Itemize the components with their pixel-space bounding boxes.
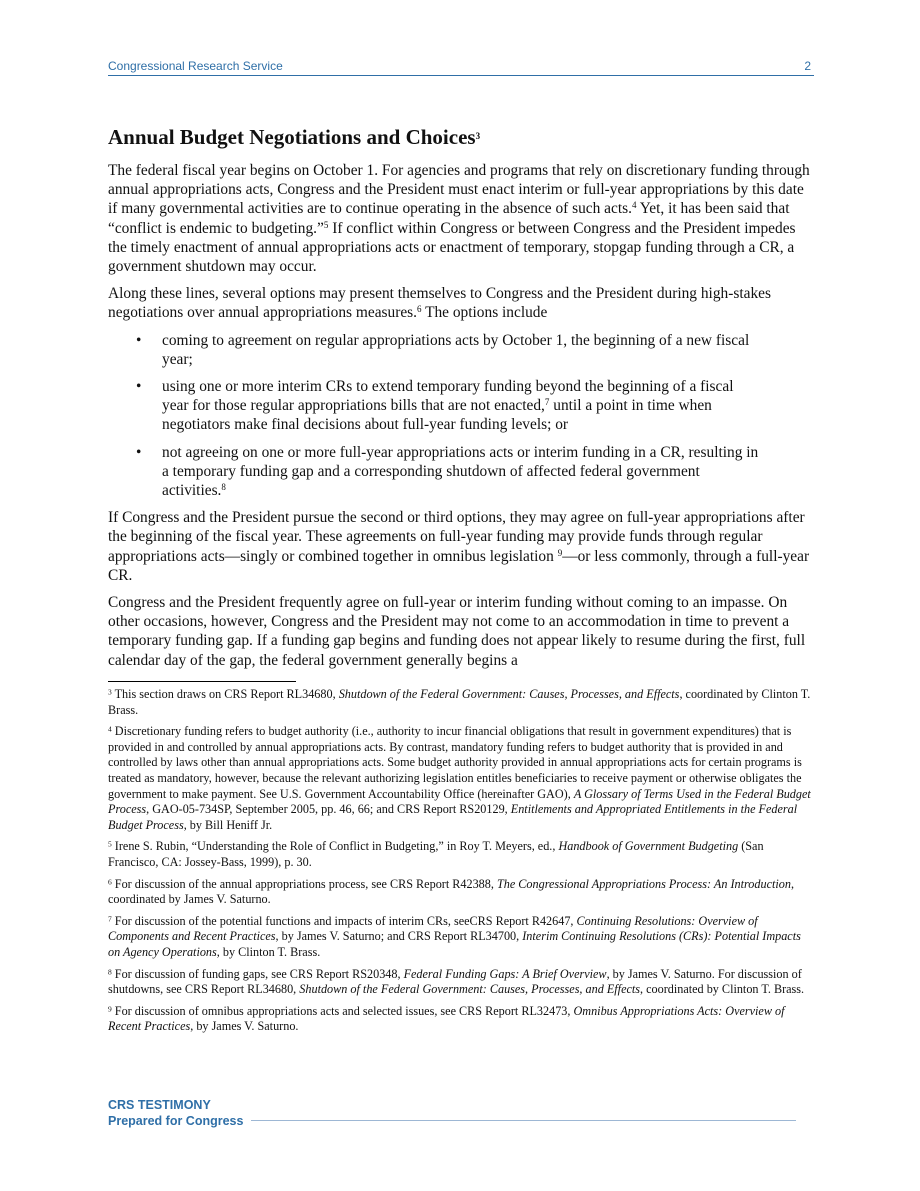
para-text: The options include xyxy=(421,304,548,322)
footnote-ref: 7 xyxy=(544,397,550,408)
citation-title: The Congressional Appropriations Process: An Introduction xyxy=(496,876,791,891)
bullet-icon: • xyxy=(136,331,142,349)
footnote-number: 6 xyxy=(108,876,112,886)
footnote-text: Discretionary funding refers to budget authority (i.e., authority to incur financial obligations that result in government expenditures) that is provided in and controlled by annual appropriations acts. By contrast, mandatory funding refers to budget authority that is provided in and controlled by laws other than annual appropriations acts. Some budget authority provided in annual appropriations acts for certain programs is treated as mandatory, however, because the relevant authorizing legislation entitles beneficiaries to receive payment or otherwise obligates the government to make payment. See U.S. Government Accountability Office (hereinafter GAO), xyxy=(108,724,802,801)
paragraph-3 xyxy=(108,508,816,585)
bullet-icon: • xyxy=(136,378,142,396)
footnote-text: For discussion of funding gaps, see CRS Report RS20348, xyxy=(111,966,404,981)
citation-title: Handbook of Government Budgeting xyxy=(558,839,739,854)
list-item xyxy=(108,331,762,369)
page-header xyxy=(108,57,814,76)
footnote-text: , by James V. Saturno. xyxy=(190,1019,299,1034)
footer-divider xyxy=(251,1120,796,1121)
footnote-number: 7 xyxy=(108,913,112,923)
footnote-text: , GAO-05-734SP, September 2005, pp. 46, 66; and CRS Report RS20129, xyxy=(146,802,511,817)
footnote-ref: 6 xyxy=(417,304,422,315)
section-heading xyxy=(108,124,816,150)
footnote-text: For discussion of the annual appropriations process, see CRS Report R42388, xyxy=(111,876,497,891)
footnote-9 xyxy=(108,1004,816,1035)
citation-title: Omnibus Appropriations Acts: Overview of Recent Practices xyxy=(108,1003,785,1034)
list-item xyxy=(108,443,762,501)
footnote-number: 8 xyxy=(108,966,112,976)
para-text: If Congress and the President pursue the second or third options, they may agree on full-year appropriations after the beginning of the fiscal year. These agreements on full-year funding may provide funds through regular appropriations acts—singly or combined together in omnibus legislation xyxy=(108,509,805,565)
citation-title: Interim Continuing Resolutions (CRs): Potential Impacts on Agency Operations xyxy=(108,929,801,959)
footnote-text: For discussion of omnibus appropriations acts and selected issues, see CRS Report RL32473, xyxy=(111,1003,574,1018)
footnote-ref: 8 xyxy=(221,482,226,493)
para-text: Along these lines, several options may present themselves to Congress and the President during high-stakes negotiations over annual appropriations measures. xyxy=(108,285,771,322)
citation-title: Federal Funding Gaps: A Brief Overview xyxy=(403,966,607,981)
para-text: If conflict within Congress or between Congress and the President impedes the timely enactment of annual appropriations acts or enactment of temporary, stopgap funding through a CR, a government shutdown may occur. xyxy=(108,219,796,276)
paragraph-2 xyxy=(108,284,816,322)
footnote-4 xyxy=(108,724,816,833)
options-list xyxy=(108,331,816,501)
footnote-text: , coordinated by Clinton T. Brass. xyxy=(640,982,805,997)
footnote-3 xyxy=(108,687,816,718)
footnote-text: , coordinated by James V. Saturno. xyxy=(108,876,794,907)
list-item-text: until a point in time when negotiators make final decisions about full-year funding levels; or xyxy=(162,397,712,434)
paragraph-4: Congress and the President frequently agree on full-year or interim funding without coming to an impasse. On other occasions, however, Congress and the President may not come to an accommodation in time to prevent a temporary funding gap. If a funding gap begins and funding does not appear likely to resume during the first, full calendar day of the gap, the federal government generally begins a xyxy=(108,594,806,669)
citation-title: Shutdown of the Federal Government: Causes, Processes, and Effects xyxy=(299,982,641,997)
footnote-7 xyxy=(108,914,816,961)
footer-title: CRS TESTIMONY xyxy=(108,1098,211,1112)
header-org: Congressional Research Service xyxy=(108,59,283,73)
footnote-text: , by James V. Saturno; and CRS Report RL34700, xyxy=(275,929,523,944)
para-text: —or less commonly, through a full-year CR. xyxy=(108,547,810,584)
footnote-number: 4 xyxy=(108,724,112,734)
bullet-icon: • xyxy=(136,443,142,461)
citation-title: Shutdown of the Federal Government: Causes, Processes, and Effects xyxy=(338,687,680,701)
citation-title: Continuing Resolutions: Overview of Components and Recent Practices xyxy=(108,913,758,944)
para-text: Yet, it has been said that “conflict is endemic to budgeting.” xyxy=(108,200,790,237)
footnote-text: This section draws on CRS Report RL34680, xyxy=(111,687,339,701)
footnote-text: , by Bill Heniff Jr. xyxy=(183,817,273,832)
footnote-number: 3 xyxy=(108,687,112,697)
list-item-text: coming to agreement on regular appropriations acts by October 1, the beginning of a new fiscal year; xyxy=(162,331,750,368)
footnote-text: For discussion of the potential functions and impacts of interim CRs, seeCRS Report R42647, xyxy=(111,913,577,928)
list-item-text: using one or more interim CRs to extend temporary funding beyond the beginning of a fiscal year for those regular appropriations bills that are not enacted, xyxy=(162,378,734,415)
footnote-text: , coordinated by Clinton T. Brass. xyxy=(108,687,811,717)
citation-title: A Glossary of Terms Used in the Federal Budget Process xyxy=(108,786,811,817)
main-content xyxy=(108,124,816,678)
heading-text: Annual Budget Negotiations and Choices xyxy=(108,125,476,149)
footnote-8 xyxy=(108,967,816,998)
footnote-text: (San Francisco, CA: Jossey-Bass, 1999), p. 30. xyxy=(108,839,764,869)
citation-title: Entitlements and Appropriated Entitlements in the Federal Budget Process xyxy=(108,802,798,832)
page-footer xyxy=(108,1097,808,1129)
page-number: 2 xyxy=(804,59,811,73)
footnotes xyxy=(108,687,816,1041)
footnote-number: 5 xyxy=(108,839,112,849)
list-item-text: not agreeing on one or more full-year appropriations acts or interim funding in a CR, resulting in a temporary funding gap and a corresponding shutdown of affected federal government activities. xyxy=(162,443,759,500)
footnote-text: , by James V. Saturno. For discussion of shutdowns, see CRS Report RL34680, xyxy=(108,966,802,997)
footer-subtitle: Prepared for Congress xyxy=(108,1114,244,1128)
footnote-text: Irene S. Rubin, “Understanding the Role of Conflict in Budgeting,” in Roy T. Meyers, ed., xyxy=(111,839,559,854)
footnote-ref: 4 xyxy=(631,200,637,211)
footnote-text: , by Clinton T. Brass. xyxy=(216,944,321,959)
footnote-5 xyxy=(108,839,816,870)
footnote-6 xyxy=(108,877,816,908)
footnote-divider xyxy=(108,681,296,682)
para-text: The federal fiscal year begins on October 1. For agencies and programs that rely on discretionary funding through annual appropriations acts, Congress and the President must enact interim or full-year appropriations by this date if many governmental activities are to continue operating in the absence of such acts. xyxy=(108,162,810,218)
list-item xyxy=(108,377,762,435)
footnote-ref: 3 xyxy=(475,131,481,142)
paragraph-1 xyxy=(108,161,816,276)
footnote-number: 9 xyxy=(108,1003,112,1013)
footnote-ref: 9 xyxy=(557,547,563,558)
footnote-ref: 5 xyxy=(323,219,329,230)
